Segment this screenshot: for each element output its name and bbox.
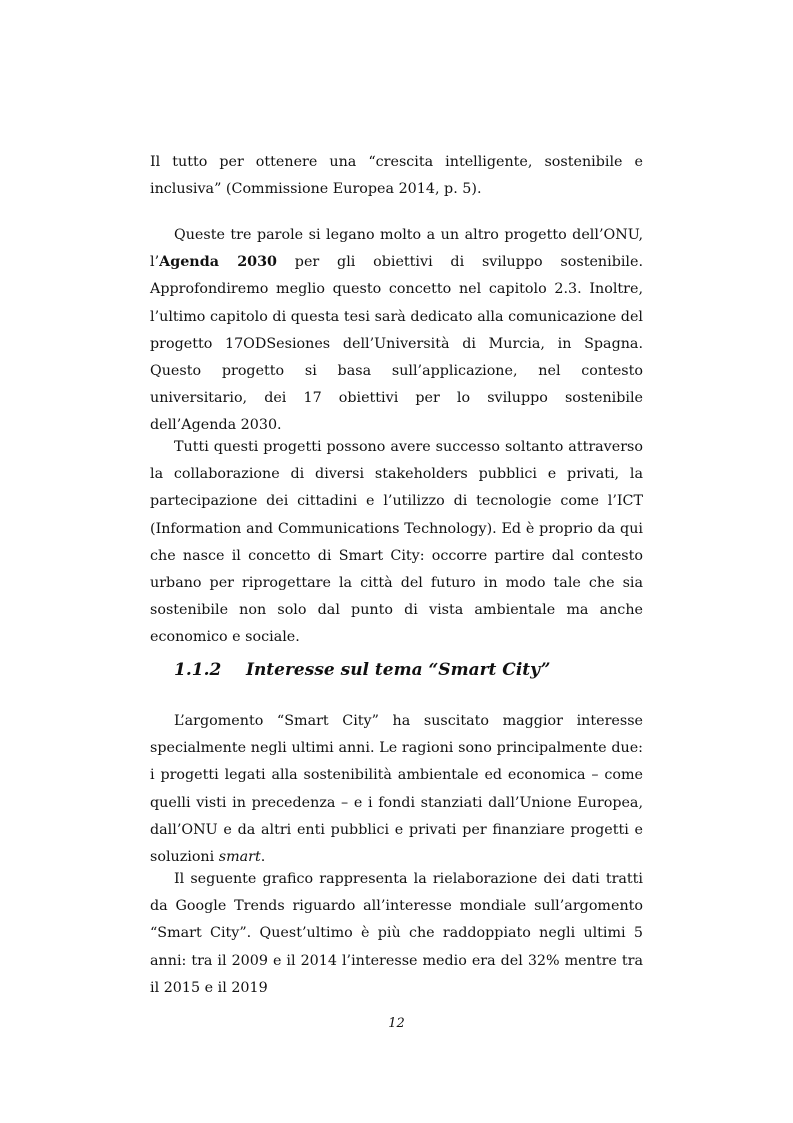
paragraph-smart-city-concept (150, 434, 643, 652)
paragraph-text-start: Queste tre parole si legano molto a un altro progetto dell’ONU, l’ (150, 227, 643, 271)
paragraph-google-trends (150, 866, 643, 1002)
section-number: 1.1.2 (174, 660, 222, 680)
page-number: 12 (388, 1016, 405, 1031)
agenda-2030-term: Agenda 2030 (159, 254, 277, 271)
smart-term: smart (218, 849, 261, 866)
paragraph-text-start: L’argomento “Smart City” ha suscitato maggior interesse specialmente negli ultimi anni. Le ragioni sono principalmente due: i progetti legati alla sostenibilità ambientale ed economica – come quelli visti in precedenza – e i fondi stanziati dall’Unione Europea, dall’ONU e da altri enti pubblici e privati per finanziare progetti e soluzioni (150, 713, 643, 866)
paragraph-text: Il seguente grafico rappresenta la rielaborazione dei dati tratti da Google Trends riguardo all’interesse mondiale sull’argomento “Smart City”. Quest’ultimo è più che raddoppiato negli ultimi 5 anni: tra il 2009 e il 2014 l’interesse medio era del 32% mentre tra il 2015 e il 2019 (150, 871, 643, 996)
paragraph-text: Il tutto per ottenere una “crescita intelligente, sostenibile e inclusiva” (Commissione Europea 2014, p. 5). (150, 154, 643, 198)
paragraph-text: Tutti questi progetti possono avere successo soltanto attraverso la collaborazione di diversi stakeholders pubblici e privati, la partecipazione dei cittadini e l’utilizzo di tecnologie come l’ICT (Information and Communications Technology). Ed è proprio da qui che nasce il concetto di Smart City: occorre partire dal contesto urbano per riprogettare la città del futuro in modo tale che sia sostenibile non solo dal punto di vista ambientale ma anche economico e sociale. (150, 439, 643, 646)
section-heading (174, 660, 550, 680)
paragraph-agenda-2030 (150, 222, 643, 440)
paragraph-text-end: . (260, 849, 266, 866)
paragraph-text-end: per gli obiettivi di sviluppo sostenibile. Approfondiremo meglio questo concetto nel capitolo 2.3. Inoltre, l’ultimo capitolo di questa tesi sarà dedicato alla comunicazione del progetto 17ODSesiones dell’Università di Murcia, in Spagna. Questo progetto si basa sull’applicazione, nel contesto universitario, dei 17 obiettivi per lo sviluppo sostenibile dell’Agenda 2030. (150, 254, 644, 434)
paragraph-intro-conclusion (150, 149, 643, 203)
paragraph-interest-reasons (150, 708, 643, 871)
section-title: Interesse sul tema “Smart City” (246, 660, 551, 680)
